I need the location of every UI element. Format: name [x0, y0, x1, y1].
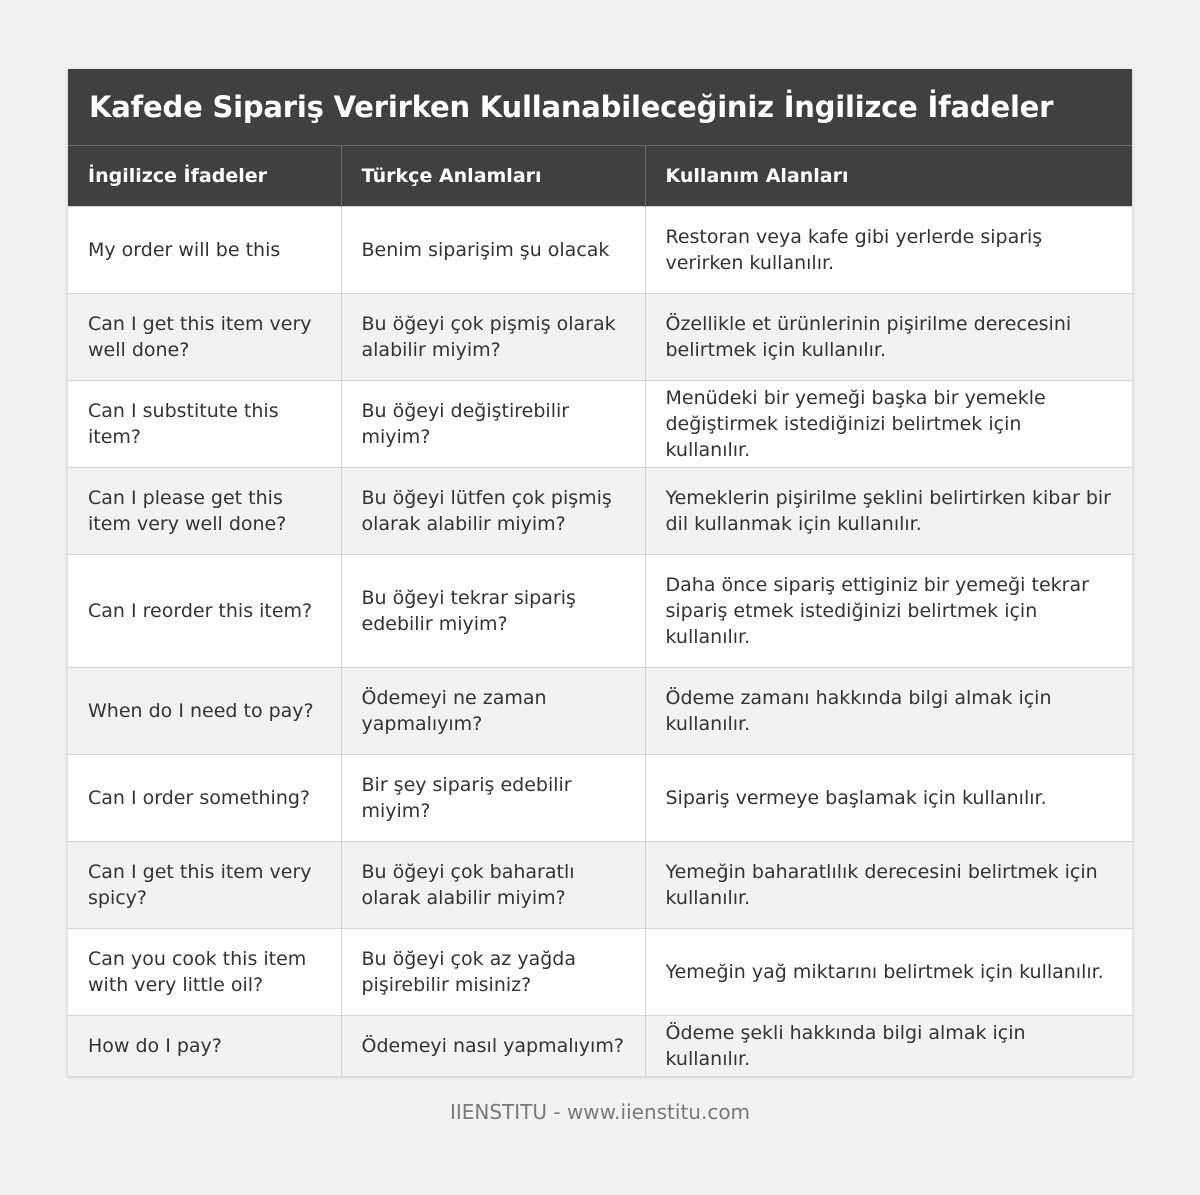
cell-usage: Daha önce sipariş ettiginiz bir yemeği tekrar sipariş etmek istediğinizi belirtmek için kullanılır. [645, 555, 1132, 668]
cell-usage: Yemeklerin pişirilme şeklini belirtirken kibar bir dil kullanmak için kullanılır. [645, 468, 1132, 555]
cell-usage: Restoran veya kafe gibi yerlerde sipariş verirken kullanılır. [645, 207, 1132, 294]
table-row [68, 668, 1132, 755]
cell-usage: Ödeme zamanı hakkında bilgi almak için kullanılır. [645, 668, 1132, 755]
table-row [68, 842, 1132, 929]
cell-english: Can I get this item very well done? [68, 294, 341, 381]
table-title: Kafede Sipariş Verirken Kullanabileceğiniz İngilizce İfadeler [89, 90, 1054, 124]
table-row [68, 755, 1132, 842]
column-header-usage: Kullanım Alanları [645, 146, 1132, 207]
header-row [68, 146, 1132, 207]
cell-turkish: Bu öğeyi çok baharatlı olarak alabilir miyim? [341, 842, 645, 929]
cell-english: How do I pay? [68, 1016, 341, 1076]
table-row [68, 929, 1132, 1016]
cell-usage: Menüdeki bir yemeği başka bir yemekle değiştirmek istediğinizi belirtmek için kullanılır. [645, 381, 1132, 468]
phrase-table-card [68, 69, 1132, 1076]
table-row [68, 207, 1132, 294]
cell-english: Can I please get this item very well done? [68, 468, 341, 555]
column-header-turkish: Türkçe Anlamları [341, 146, 645, 207]
cell-english: When do I need to pay? [68, 668, 341, 755]
cell-usage: Yemeğin yağ miktarını belirtmek için kullanılır. [645, 929, 1132, 1016]
table-row [68, 294, 1132, 381]
cell-turkish: Ödemeyi ne zaman yapmalıyım? [341, 668, 645, 755]
cell-english: Can I substitute this item? [68, 381, 341, 468]
cell-usage: Ödeme şekli hakkında bilgi almak için kullanılır. [645, 1016, 1132, 1076]
cell-english: Can I reorder this item? [68, 555, 341, 668]
cell-english: My order will be this [68, 207, 341, 294]
cell-turkish: Bu öğeyi çok az yağda pişirebilir misiniz? [341, 929, 645, 1016]
cell-turkish: Bu öğeyi lütfen çok pişmiş olarak alabilir miyim? [341, 468, 645, 555]
cell-english: Can you cook this item with very little oil? [68, 929, 341, 1016]
footer-credit: IIENSTITU - www.iienstitu.com [449, 1100, 751, 1124]
cell-turkish: Bu öğeyi değiştirebilir miyim? [341, 381, 645, 468]
cell-turkish: Bu öğeyi tekrar sipariş edebilir miyim? [341, 555, 645, 668]
phrase-table [68, 145, 1132, 1076]
table-row [68, 555, 1132, 668]
cell-turkish: Bir şey sipariş edebilir miyim? [341, 755, 645, 842]
cell-usage: Özellikle et ürünlerinin pişirilme derecesini belirtmek için kullanılır. [645, 294, 1132, 381]
column-header-english: İngilizce İfadeler [68, 146, 341, 207]
cell-usage: Sipariş vermeye başlamak için kullanılır. [645, 755, 1132, 842]
cell-turkish: Ödemeyi nasıl yapmalıyım? [341, 1016, 645, 1076]
table-row [68, 468, 1132, 555]
cell-turkish: Bu öğeyi çok pişmiş olarak alabilir miyim? [341, 294, 645, 381]
table-row [68, 381, 1132, 468]
cell-turkish: Benim siparişim şu olacak [341, 207, 645, 294]
cell-usage: Yemeğin baharatlılık derecesini belirtmek için kullanılır. [645, 842, 1132, 929]
cell-english: Can I order something? [68, 755, 341, 842]
cell-english: Can I get this item very spicy? [68, 842, 341, 929]
title-bar [68, 69, 1132, 145]
table-row [68, 1016, 1132, 1076]
